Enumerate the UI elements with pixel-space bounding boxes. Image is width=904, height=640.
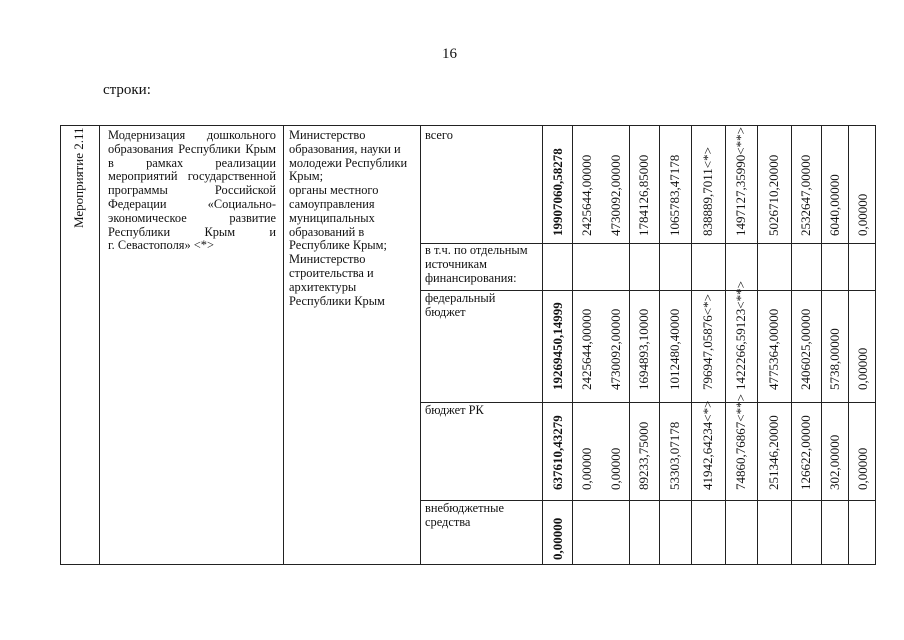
executor-line: самоуправления	[289, 196, 375, 211]
desc-line: Республики Крым и	[108, 224, 276, 239]
page-number: 16	[442, 46, 457, 62]
col-divider	[629, 126, 630, 564]
source-label-line: бюджет РК	[425, 403, 484, 417]
year-value: 796947,05876<*>	[700, 294, 715, 390]
desc-line: в рамках реализации	[108, 155, 276, 170]
year-value: 5026710,20000	[766, 154, 781, 236]
year-value: 4730092,00000	[607, 308, 623, 390]
year-value: 1422266,59123<**>	[733, 281, 748, 390]
col-divider	[99, 126, 100, 564]
activity-description	[108, 129, 276, 253]
year-value: 2425644,00000	[579, 154, 594, 236]
source-label-line: средства	[425, 514, 471, 529]
source-label-line: в т.ч. по отдельным	[425, 243, 528, 257]
col-divider	[757, 126, 758, 564]
total-value: 0,00000	[550, 517, 565, 560]
year-value: 4775364,00000	[766, 308, 781, 390]
source-label-line: всего	[425, 128, 453, 142]
year-value: 126622,00000	[798, 415, 813, 490]
year-value: 2425644,00000	[579, 308, 594, 390]
executor-line: архитектуры	[289, 279, 357, 294]
desc-line: Федерации «Социально-	[108, 196, 276, 211]
total-value: 19907060,58278	[550, 148, 565, 236]
desc-line: экономическое развитие	[108, 210, 276, 225]
col-divider	[659, 126, 660, 564]
source-label-line: источникам	[425, 256, 487, 271]
executor-line: молодежи Республики	[289, 155, 408, 170]
source-label-total	[425, 129, 539, 143]
source-label-breakdown	[425, 244, 539, 285]
year-value: 53303,07178	[667, 421, 682, 490]
desc-line: мероприятий государственной	[108, 169, 276, 184]
executor-line: строительства и	[289, 265, 374, 280]
source-label-regional	[425, 404, 539, 418]
year-value: 74860,76867<**>	[733, 394, 748, 490]
col-divider	[791, 126, 792, 564]
col-divider	[572, 126, 573, 564]
year-value: 2532647,00000	[798, 154, 813, 236]
executor-line: Республике Крым;	[289, 238, 387, 253]
source-label-line: внебюджетные	[425, 501, 504, 515]
executor-line: образований в	[289, 224, 365, 239]
year-value: 6040,00000	[826, 174, 842, 236]
year-value: 1497127,35990<**>	[733, 127, 748, 236]
year-value: 1694893,10000	[636, 308, 651, 390]
year-value: 302,00000	[826, 434, 842, 490]
year-value: 41942,64234<*>	[700, 400, 715, 490]
col-divider	[691, 126, 692, 564]
year-value: 0,00000	[607, 447, 623, 490]
executor-line: Министерство	[289, 128, 366, 142]
source-label-line: федеральный	[425, 291, 496, 305]
row-divider	[420, 402, 875, 403]
executor-line: Крым;	[289, 169, 324, 184]
desc-line: Модернизация дошкольного	[108, 128, 276, 142]
year-value: 1065783,47178	[667, 154, 682, 236]
source-label-line: финансирования:	[425, 270, 517, 285]
year-value: 5738,00000	[826, 328, 842, 390]
executor-line: Министерство	[289, 252, 366, 267]
year-value: 1784126,85000	[636, 154, 651, 236]
intro-text: строки:	[103, 82, 151, 98]
col-divider	[420, 126, 421, 564]
year-value: 4730092,00000	[607, 154, 623, 236]
col-divider	[725, 126, 726, 564]
year-value: 0,00000	[854, 347, 870, 390]
executor-line: Республики Крым	[289, 293, 385, 308]
year-value: 1012480,40000	[667, 308, 682, 390]
source-label-extrabudget	[425, 502, 539, 530]
year-value: 89233,75000	[636, 421, 651, 490]
source-label-line: бюджет	[425, 304, 466, 319]
col-divider	[821, 126, 822, 564]
executor-list	[289, 129, 417, 308]
source-label-federal	[425, 292, 539, 320]
col-divider	[542, 126, 543, 564]
activity-table	[60, 125, 876, 565]
executor-line: органы местного	[289, 183, 379, 198]
executor-line: образования, науки и	[289, 141, 401, 156]
total-value: 637610,43279	[550, 415, 565, 490]
col-divider	[848, 126, 849, 564]
year-value: 838889,7011<*>	[700, 147, 715, 236]
year-value: 0,00000	[854, 193, 870, 236]
year-value: 2406025,00000	[798, 308, 813, 390]
year-value: 0,00000	[854, 447, 870, 490]
year-value: 251346,20000	[766, 415, 781, 490]
activity-code: Мероприятие 2.11	[71, 127, 86, 228]
desc-line: программы Российской	[108, 183, 276, 198]
year-value: 0,00000	[579, 447, 594, 490]
desc-line: г. Севастополя» <*>	[108, 238, 214, 253]
col-divider	[283, 126, 284, 564]
total-value: 19269450,14999	[550, 302, 565, 390]
executor-line: муниципальных	[289, 210, 375, 225]
desc-line: образования Республики Крым	[108, 141, 276, 156]
